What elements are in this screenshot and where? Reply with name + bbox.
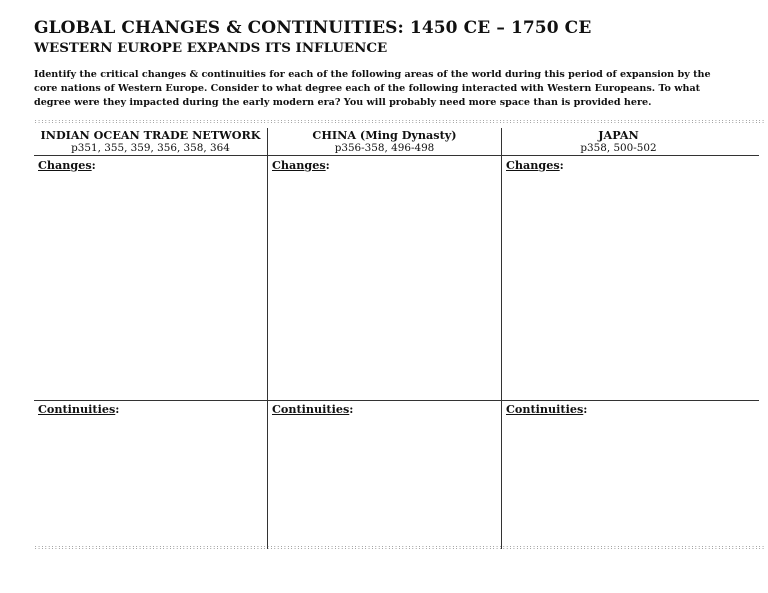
column-divider-1 xyxy=(267,128,268,549)
middle-rule xyxy=(34,400,759,401)
continuities-label-indian-ocean: Continuities: xyxy=(38,402,120,416)
continuities-label-japan: Continuities: xyxy=(506,402,588,416)
column-pages: p351, 355, 359, 356, 358, 364 xyxy=(71,142,230,154)
changes-label-indian-ocean: Changes: xyxy=(38,158,96,172)
header-rule xyxy=(34,155,759,156)
column-title: CHINA (Ming Dynasty) xyxy=(312,128,457,142)
continuities-label-china: Continuities: xyxy=(272,402,354,416)
top-dotted-border: ::::::::::::::::::::::::::::::::::::::::::::::::::::::::::::::::::::::::::::::::::::::::::::::::::::::::::::::::::::::::::::::::::::::::::::::::::::::::::::::::::::::::::::::::::::::::::::::::::::::::::::::::::::::::: xyxy=(34,119,765,125)
column-title: INDIAN OCEAN TRADE NETWORK xyxy=(40,128,261,142)
column-pages: p356-358, 496-498 xyxy=(334,142,435,154)
bottom-dotted-border: ::::::::::::::::::::::::::::::::::::::::::::::::::::::::::::::::::::::::::::::::::::::::::::::::::::::::::::::::::::::::::::::::::::::::::::::::::::::::::::::::::::::::::::::::::::::::::::::::::::::::::::::::::::::::: xyxy=(34,545,765,551)
column-pages: p358, 500-502 xyxy=(580,142,657,154)
column-header-indian-ocean xyxy=(34,128,267,155)
instructions-text: Identify the critical changes & continuities for each of the following areas of the world during this period of expansion by the core nations of Western Europe. Consider to what degree each of the following interacted with Western Europeans. To what degree were they impacted during the early modern era? You will probably need more space than is provided here. xyxy=(34,69,711,108)
column-header-china xyxy=(268,128,501,155)
column-header-japan xyxy=(502,128,735,155)
page-title: GLOBAL CHANGES & CONTINUITIES: 1450 CE – 1750 CE xyxy=(34,18,592,38)
changes-label-china: Changes: xyxy=(272,158,330,172)
changes-label-japan: Changes: xyxy=(506,158,564,172)
column-title: JAPAN xyxy=(598,128,639,142)
page-subtitle: WESTERN EUROPE EXPANDS ITS INFLUENCE xyxy=(34,40,388,56)
column-divider-2 xyxy=(501,128,502,549)
